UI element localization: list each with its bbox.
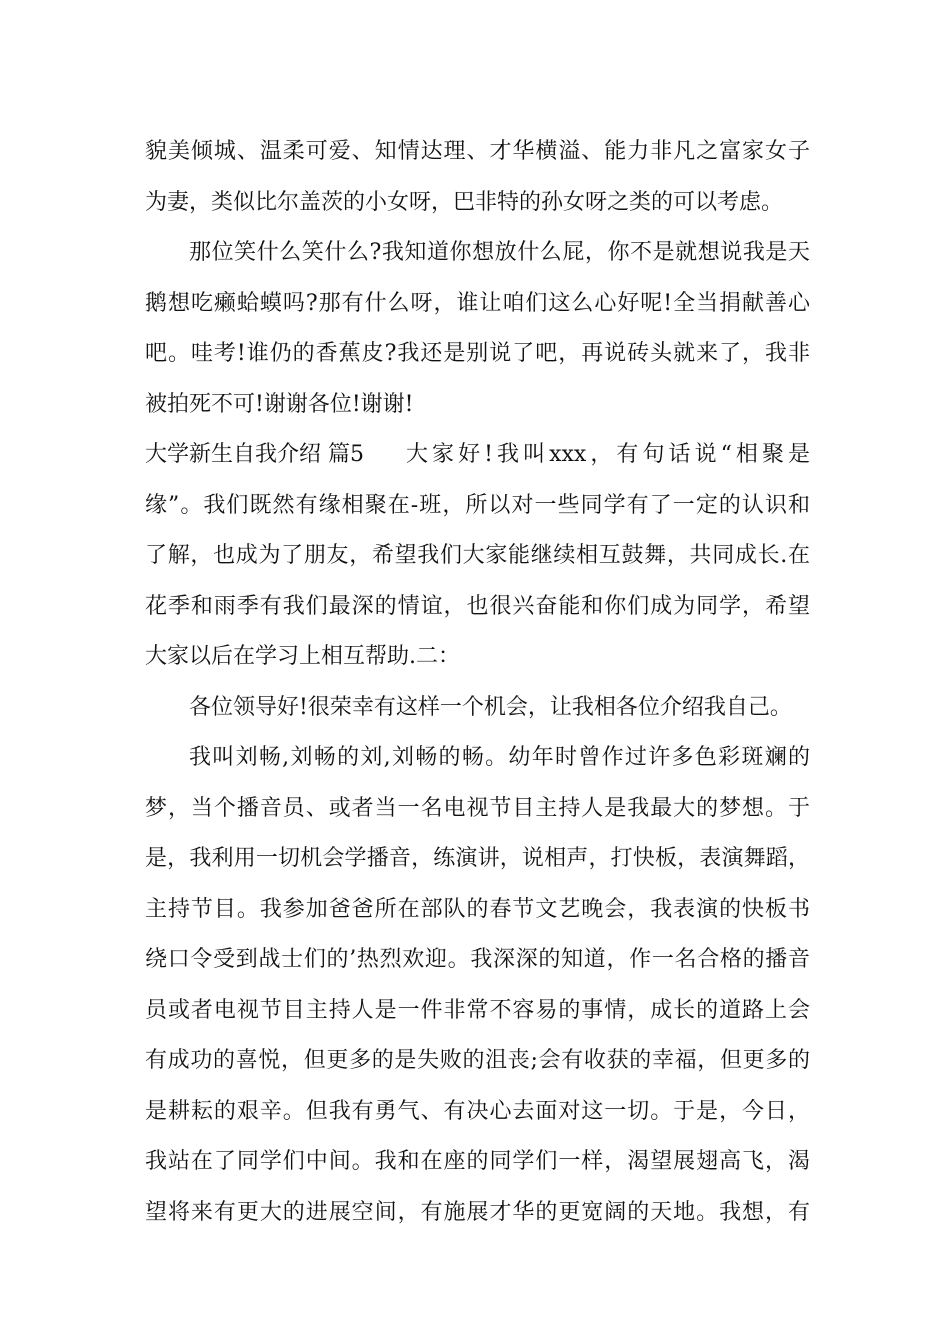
text-line: 了解，也成为了朋友，希望我们大家能继续相互鼓舞，共同成长.在: [145, 543, 810, 568]
text-line: 我站在了同学们中间。我和在座的同学们一样，渴望展翅高飞，渴: [145, 1149, 810, 1174]
text-line: 梦，当个播音员、或者当一名电视节目主持人是我最大的梦想。于: [145, 795, 810, 821]
text-line: 有成功的喜悦，但更多的是失败的沮丧;会有收获的幸福，但更多的: [145, 1048, 810, 1073]
text-line: 为妻，类似比尔盖茨的小女呀，巴非特的孙女呀之类的可以考虑。: [145, 189, 784, 215]
text-line: 我叫刘畅,刘畅的刘,刘畅的畅。幼年时曾作过许多色彩斑斓的: [189, 745, 810, 770]
text-line: 员或者电视节目主持人是一件非常不容易的事情，成长的道路上会: [145, 997, 810, 1023]
text-line: 是耕耘的艰辛。但我有勇气、有决心去面对这一切。于是，今日，: [145, 1098, 810, 1124]
text-line: 那位笑什么笑什么?我知道你想放什么屁，你不是就想说我是天: [189, 240, 810, 265]
paragraph-3-heading: [145, 430, 810, 683]
heading-line: [145, 430, 810, 481]
paragraph-1: [145, 127, 810, 228]
text-line: 花季和雨季有我们最深的情谊，也很兴奋能和你们成为同学，希望: [145, 593, 810, 619]
text-line: 缘”。我们既然有缘相聚在-班，所以对一些同学有了一定的认识和: [145, 492, 810, 518]
paragraph-4: [145, 683, 810, 734]
paragraph-2: [145, 228, 810, 430]
section-title: 大学新生自我介绍 篇5: [145, 442, 364, 467]
paragraph-5: [145, 733, 810, 1238]
document-page: [145, 127, 810, 1238]
text-line: 吧。哇考!谁仍的香蕉皮?我还是别说了吧，再说砖头就来了，我非: [145, 341, 810, 366]
text-line: 是，我利用一切机会学播音，练演讲，说相声，打快板，表演舞蹈，: [145, 846, 810, 871]
text-line: 鹅想吃癞蛤蟆吗?那有什么呀，谁让咱们这么心好呢!全当捐献善心: [145, 290, 810, 316]
text-line: 大家以后在学习上相互帮助.二：: [145, 644, 460, 669]
text-line: 主持节目。我参加爸爸所在部队的春节文艺晚会，我表演的快板书: [145, 896, 810, 922]
text-line: 绕口令受到战士们的’热烈欢迎。我深深的知道，作一名合格的播音: [145, 947, 810, 972]
text-line: 大家好!我叫xxx，有句话说“相聚是: [406, 442, 810, 467]
text-line: 被拍死不可!谢谢各位!谢谢!: [145, 391, 414, 417]
text-line: 貌美倾城、温柔可爱、知情达理、才华横溢、能力非凡之富家女子: [145, 139, 810, 164]
text-line: 望将来有更大的进展空间，有施展才华的更宽阔的天地。我想，有: [145, 1199, 810, 1225]
text-line: 各位领导好!很荣幸有这样一个机会，让我相各位介绍我自己。: [189, 694, 792, 720]
